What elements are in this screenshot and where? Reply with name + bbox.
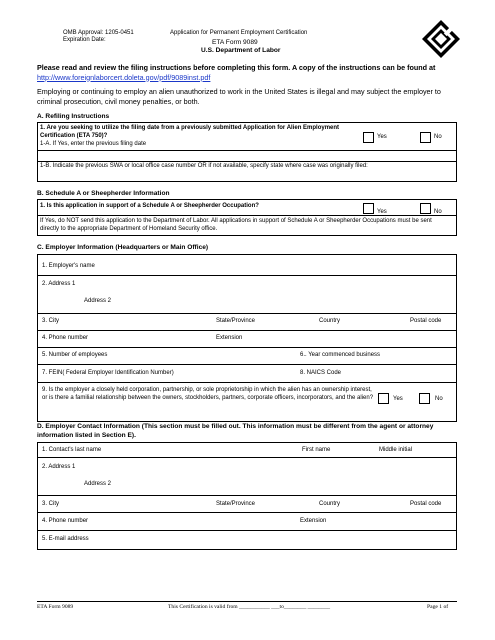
employer-country-field[interactable]: Country bbox=[319, 318, 341, 324]
divider bbox=[37, 530, 457, 531]
employer-address2-field[interactable]: Address 2 bbox=[84, 298, 112, 304]
divider bbox=[37, 150, 457, 151]
employer-city-field[interactable]: 3. City bbox=[42, 318, 60, 324]
year-commenced-field[interactable]: 6.. Year commenced business bbox=[300, 352, 381, 358]
divider bbox=[37, 364, 457, 365]
section-c-q9-yes-checkbox[interactable] bbox=[378, 393, 389, 404]
instructions-link[interactable]: http://www.foreignlaborcert.doleta.gov/pdf/9089inst.pdf bbox=[37, 72, 211, 82]
footer-page: Page 1 of bbox=[427, 604, 449, 610]
section-a-yes-label: Yes bbox=[377, 134, 387, 140]
naics-code-field[interactable]: 8. NAICS Code bbox=[300, 370, 342, 376]
employee-count-field[interactable]: 5. Number of employees bbox=[42, 352, 108, 358]
divider bbox=[37, 495, 457, 496]
contact-city-field[interactable]: 3. City bbox=[42, 501, 60, 507]
section-a-q1: 1. Are you seeking to utilize the filing date from a previously submitted Application for Alien Employment Certification (ETA 750)? bbox=[40, 125, 340, 139]
contact-extension-field[interactable]: Extension bbox=[300, 518, 327, 524]
contact-address1-field[interactable]: 2. Address 1 bbox=[42, 464, 76, 470]
section-d-box bbox=[37, 442, 457, 550]
section-a-q1a: 1-A. If Yes, enter the previous filing date bbox=[40, 141, 147, 147]
section-b-yes-checkbox[interactable] bbox=[363, 203, 374, 214]
employer-state-field[interactable]: State/Province bbox=[216, 318, 256, 324]
divider bbox=[37, 275, 457, 276]
contact-postal-field[interactable]: Postal code bbox=[410, 501, 442, 507]
section-c-q9: 9. Is the employer a closely held corporation, partnership, or sole proprietorship in which the alien has an ownership interest, or is there a familial relationship between the owners, stockholders, partners, corporate officers, incorporators, and the alien? bbox=[42, 387, 374, 401]
divider bbox=[37, 382, 457, 383]
section-b-no-label: No bbox=[434, 209, 442, 215]
section-b-heading: B. Schedule A or Sheepherder Information bbox=[37, 190, 170, 197]
divider bbox=[37, 347, 457, 348]
employer-name-field[interactable]: 1. Employer's name bbox=[42, 263, 95, 269]
section-c-q9-yes-label: Yes bbox=[393, 396, 403, 402]
section-b-q1: 1. Is this application in support of a Schedule A or Sheepherder Occupation? bbox=[40, 203, 259, 209]
contact-address2-field[interactable]: Address 2 bbox=[84, 481, 112, 487]
section-c-q9-no-checkbox[interactable] bbox=[419, 393, 430, 404]
expiration-date: Expiration Date: bbox=[63, 37, 106, 43]
contact-first-name-field[interactable]: First name bbox=[302, 447, 331, 453]
fein-field[interactable]: 7. FEIN( Federal Employer Identification Number) bbox=[42, 370, 174, 376]
contact-country-field[interactable]: Country bbox=[319, 501, 341, 507]
employer-address1-field[interactable]: 2. Address 1 bbox=[42, 281, 76, 287]
section-a-no-checkbox[interactable] bbox=[420, 132, 431, 143]
section-c-q9-no-label: No bbox=[435, 396, 443, 402]
section-b-no-checkbox[interactable] bbox=[420, 203, 431, 214]
instructions-notice-text: Please read and review the filing instructions before completing this form. A copy of the instructions can be found at bbox=[37, 63, 436, 72]
footer-validity: This Certification is valid from ___________ ___to________ ________ bbox=[168, 604, 331, 610]
divider bbox=[37, 215, 457, 216]
section-a-no-label: No bbox=[434, 134, 442, 140]
divider bbox=[37, 457, 457, 458]
divider bbox=[37, 512, 457, 513]
contact-email-field[interactable]: 5. E-mail address bbox=[42, 536, 89, 542]
department-name: U.S. Department of Labor bbox=[201, 47, 281, 54]
form-title: Application for Permanent Employment Certification bbox=[170, 30, 308, 36]
section-b-note: If Yes, do NOT send this application to the Department of Labor. All applications in support of Schedule A or Sheepherder Occupations must be sent directly to the appropriate Department of Homeland Security office. bbox=[40, 218, 432, 232]
section-a-q1b: 1-B. Indicate the previous SWA or local office case number OR if not available, specify state where case was originally filed: bbox=[40, 163, 368, 169]
footer-divider bbox=[37, 601, 457, 602]
divider bbox=[37, 330, 457, 331]
section-a-heading: A. Refiling Instructions bbox=[37, 113, 110, 120]
contact-last-name-field[interactable]: 1. Contact's last name bbox=[42, 447, 102, 453]
section-a-1b-box[interactable] bbox=[37, 161, 457, 182]
section-c-heading: C. Employer Information (Headquarters or Main Office) bbox=[37, 244, 209, 251]
section-d-heading: D. Employer Contact Information (This section must be filled out. This information must be different from the agent or attorney information listed in Section E). bbox=[37, 423, 434, 439]
employer-extension-field[interactable]: Extension bbox=[216, 335, 243, 341]
employment-warning: Employing or continuing to employ an alien unauthorized to work in the United States is illegal and may subject the employer to criminal prosecution, civil money penalties, or both. bbox=[37, 87, 441, 106]
instructions-notice bbox=[37, 63, 457, 82]
contact-phone-field[interactable]: 4. Phone number bbox=[42, 518, 89, 524]
divider bbox=[37, 313, 457, 314]
contact-middle-initial-field[interactable]: Middle initial bbox=[379, 447, 413, 453]
omb-approval: OMB Approval: 1205-0451 bbox=[63, 30, 134, 36]
form-number: ETA Form 9089 bbox=[212, 39, 258, 46]
section-a-yes-checkbox[interactable] bbox=[363, 132, 374, 143]
employer-phone-field[interactable]: 4. Phone number bbox=[42, 335, 89, 341]
dol-seal-icon bbox=[421, 19, 461, 59]
section-b-yes-label: Yes bbox=[377, 209, 387, 215]
employer-postal-field[interactable]: Postal code bbox=[410, 318, 442, 324]
footer-form: ETA Form 9089 bbox=[37, 604, 74, 610]
contact-state-field[interactable]: State/Province bbox=[216, 501, 256, 507]
